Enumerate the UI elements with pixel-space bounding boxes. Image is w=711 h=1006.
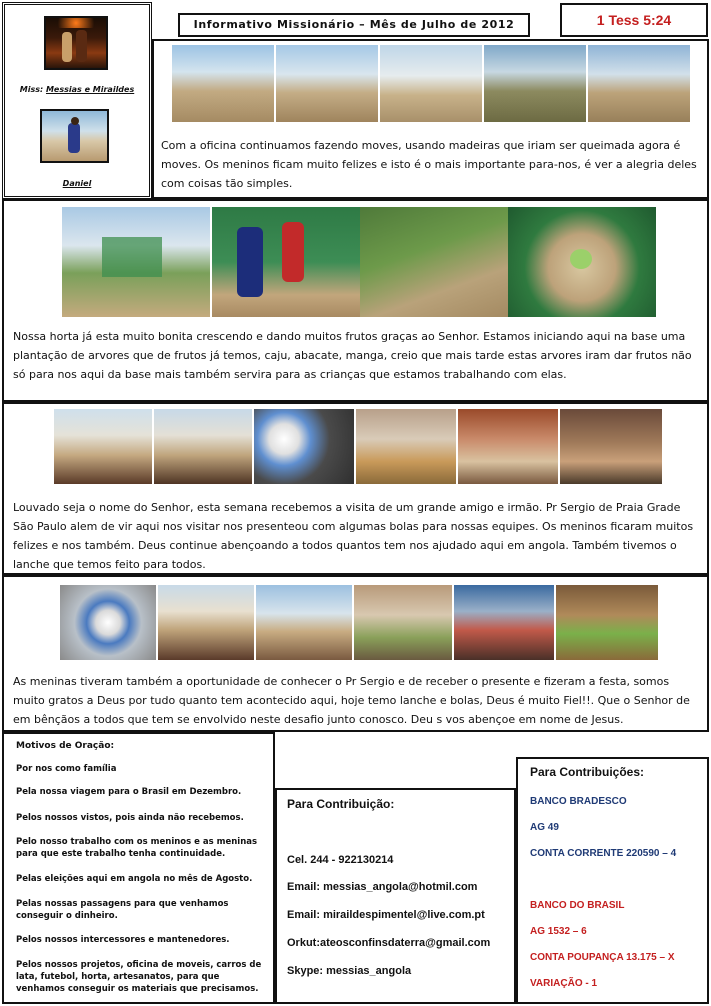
contact-orkut[interactable]: Orkut:ateosconfinsdaterra@gmail.com bbox=[287, 937, 491, 949]
bible-verse: 1 Tess 5:24 bbox=[560, 3, 708, 37]
profile-photo-couple bbox=[44, 16, 108, 70]
section-garden bbox=[2, 199, 709, 402]
photo-girls-5 bbox=[454, 585, 554, 660]
contact-box bbox=[275, 788, 516, 1004]
section-garden-text: Nossa horta já esta muito bonita crescendo e dando muitos frutos graças ao Senhor. Estamos iniciando aqui na base uma plantação de arvores que de frutos já temos, caju, abacate, manga, creio que mais tarde estas arvores iram dar frutos não só para nos aqui da base mais também servira para as crianças que estamos trabalhando com elas. bbox=[13, 330, 692, 381]
photo-workshop-4 bbox=[484, 45, 586, 122]
prayer-item-2: Pela nossa viagem para o Brasil em Dezembro. bbox=[16, 787, 242, 797]
section-visit-text: Louvado seja o nome do Senhor, esta semana recebemos a visita de um grande amigo e irmão. Pr Sergio de Praia Grade São Paulo alem de vir aqui nos visitar nos presenteou com algumas bolas para nossas equipes. Os meninos ficaram muitos felizes e nos também. Deus continue abençoando a todos quantos tem nos ajudado aqui em angola. Também tivemos o lanche que temos feito para todos. bbox=[13, 501, 694, 571]
prayer-item-7: Pelos nossos intercessores e mantenedores. bbox=[16, 935, 230, 945]
profile-label-daniel bbox=[5, 179, 149, 188]
prayer-title: Motivos de Oração: bbox=[16, 741, 115, 751]
profile-box bbox=[2, 2, 152, 199]
section-workshop-text: Com a oficina continuamos fazendo moves, usando madeiras que iriam ser queimada agora é moves. Os meninos ficam muito felizes e isto é o mais importante para-nos, é ver a alegria deles com coisas tão simples. bbox=[161, 139, 697, 190]
prayer-item-1: Por nos como família bbox=[16, 764, 117, 774]
prayer-box bbox=[2, 732, 275, 1004]
contact-title: Para Contribuição: bbox=[287, 797, 395, 811]
newsletter-title: Informativo Missionário – Mês de Julho de 2012 bbox=[178, 13, 530, 37]
photo-garden-1 bbox=[62, 207, 210, 317]
photo-workshop-5 bbox=[588, 45, 690, 122]
prayer-item-3: Pelos nossos vistos, pois ainda não recebemos. bbox=[16, 813, 244, 823]
bb-account: CONTA POUPANÇA 13.175 – X bbox=[530, 952, 675, 963]
prayer-item-8: Pelos nossos projetos, oficina de moveis, carros de lata, futebol, horta, artesanatos, para que venhamos conseguir os materiais que precisamos. bbox=[16, 960, 262, 994]
photo-girls-balls bbox=[60, 585, 156, 660]
photo-visit-5 bbox=[458, 409, 558, 484]
photo-visit-2 bbox=[154, 409, 252, 484]
photo-workshop-1 bbox=[172, 45, 274, 122]
bank-box bbox=[516, 757, 709, 1004]
prayer-item-5: Pelas eleições aqui em angola no mês de Agosto. bbox=[16, 874, 253, 884]
profile-label-prefix: Miss: bbox=[19, 85, 46, 94]
profile-label-couple bbox=[5, 85, 149, 94]
section-girls bbox=[2, 575, 709, 732]
photo-garden-4 bbox=[508, 207, 656, 317]
photo-girls-4 bbox=[354, 585, 452, 660]
bank-title: Para Contribuições: bbox=[530, 765, 645, 779]
bb-agency: AG 1532 – 6 bbox=[530, 926, 587, 937]
profile-label-daniel-text: Daniel bbox=[62, 179, 92, 188]
photo-girls-2 bbox=[158, 585, 254, 660]
photo-girls-3 bbox=[256, 585, 352, 660]
photo-workshop-2 bbox=[276, 45, 378, 122]
photo-garden-2 bbox=[212, 207, 360, 317]
contact-email-2[interactable]: Email: miraildespimentel@live.com.pt bbox=[287, 909, 485, 921]
section-visit bbox=[2, 402, 709, 575]
bradesco-agency: AG 49 bbox=[530, 822, 559, 833]
bb-variation: VARIAÇÃO - 1 bbox=[530, 978, 598, 989]
section-workshop bbox=[152, 39, 709, 199]
profile-label-names: Messias e Miraildes bbox=[45, 85, 135, 94]
bradesco-name: BANCO BRADESCO bbox=[530, 796, 627, 807]
bradesco-account: CONTA CORRENTE 220590 – 4 bbox=[530, 848, 677, 859]
photo-garden-3 bbox=[360, 207, 508, 317]
contact-skype: Skype: messias_angola bbox=[287, 965, 412, 977]
photo-visit-1 bbox=[54, 409, 152, 484]
contact-email-1[interactable]: Email: messias_angola@hotmil.com bbox=[287, 881, 478, 893]
bb-name: BANCO DO BRASIL bbox=[530, 900, 625, 911]
prayer-item-6: Pelas nossas passagens para que venhamos conseguir o dinheiro. bbox=[16, 899, 229, 921]
photo-workshop-3 bbox=[380, 45, 482, 122]
prayer-item-4: Pelo nosso trabalho com os meninos e as meninas para que este trabalho tenha continuidade. bbox=[16, 837, 258, 859]
photo-visit-balls bbox=[254, 409, 354, 484]
contact-phone: Cel. 244 - 922130214 bbox=[287, 854, 394, 866]
profile-photo-daniel bbox=[40, 109, 109, 163]
photo-visit-4 bbox=[356, 409, 456, 484]
photo-girls-6 bbox=[556, 585, 658, 660]
section-girls-text: As meninas tiveram também a oportunidade de conhecer o Pr Sergio e de receber o presente e fizeram a festa, somos muito gratos a Deus por tudo quanto tem acontecido aqui, hoje temo lanche e bolas, Deus é muito Fiel!!. Que o Senhor de em bênçãos a todos que tem se envolvido neste desafio junto conosco. Deu s vos abençoe em nome de Jesus. bbox=[13, 675, 690, 726]
photo-visit-6 bbox=[560, 409, 662, 484]
